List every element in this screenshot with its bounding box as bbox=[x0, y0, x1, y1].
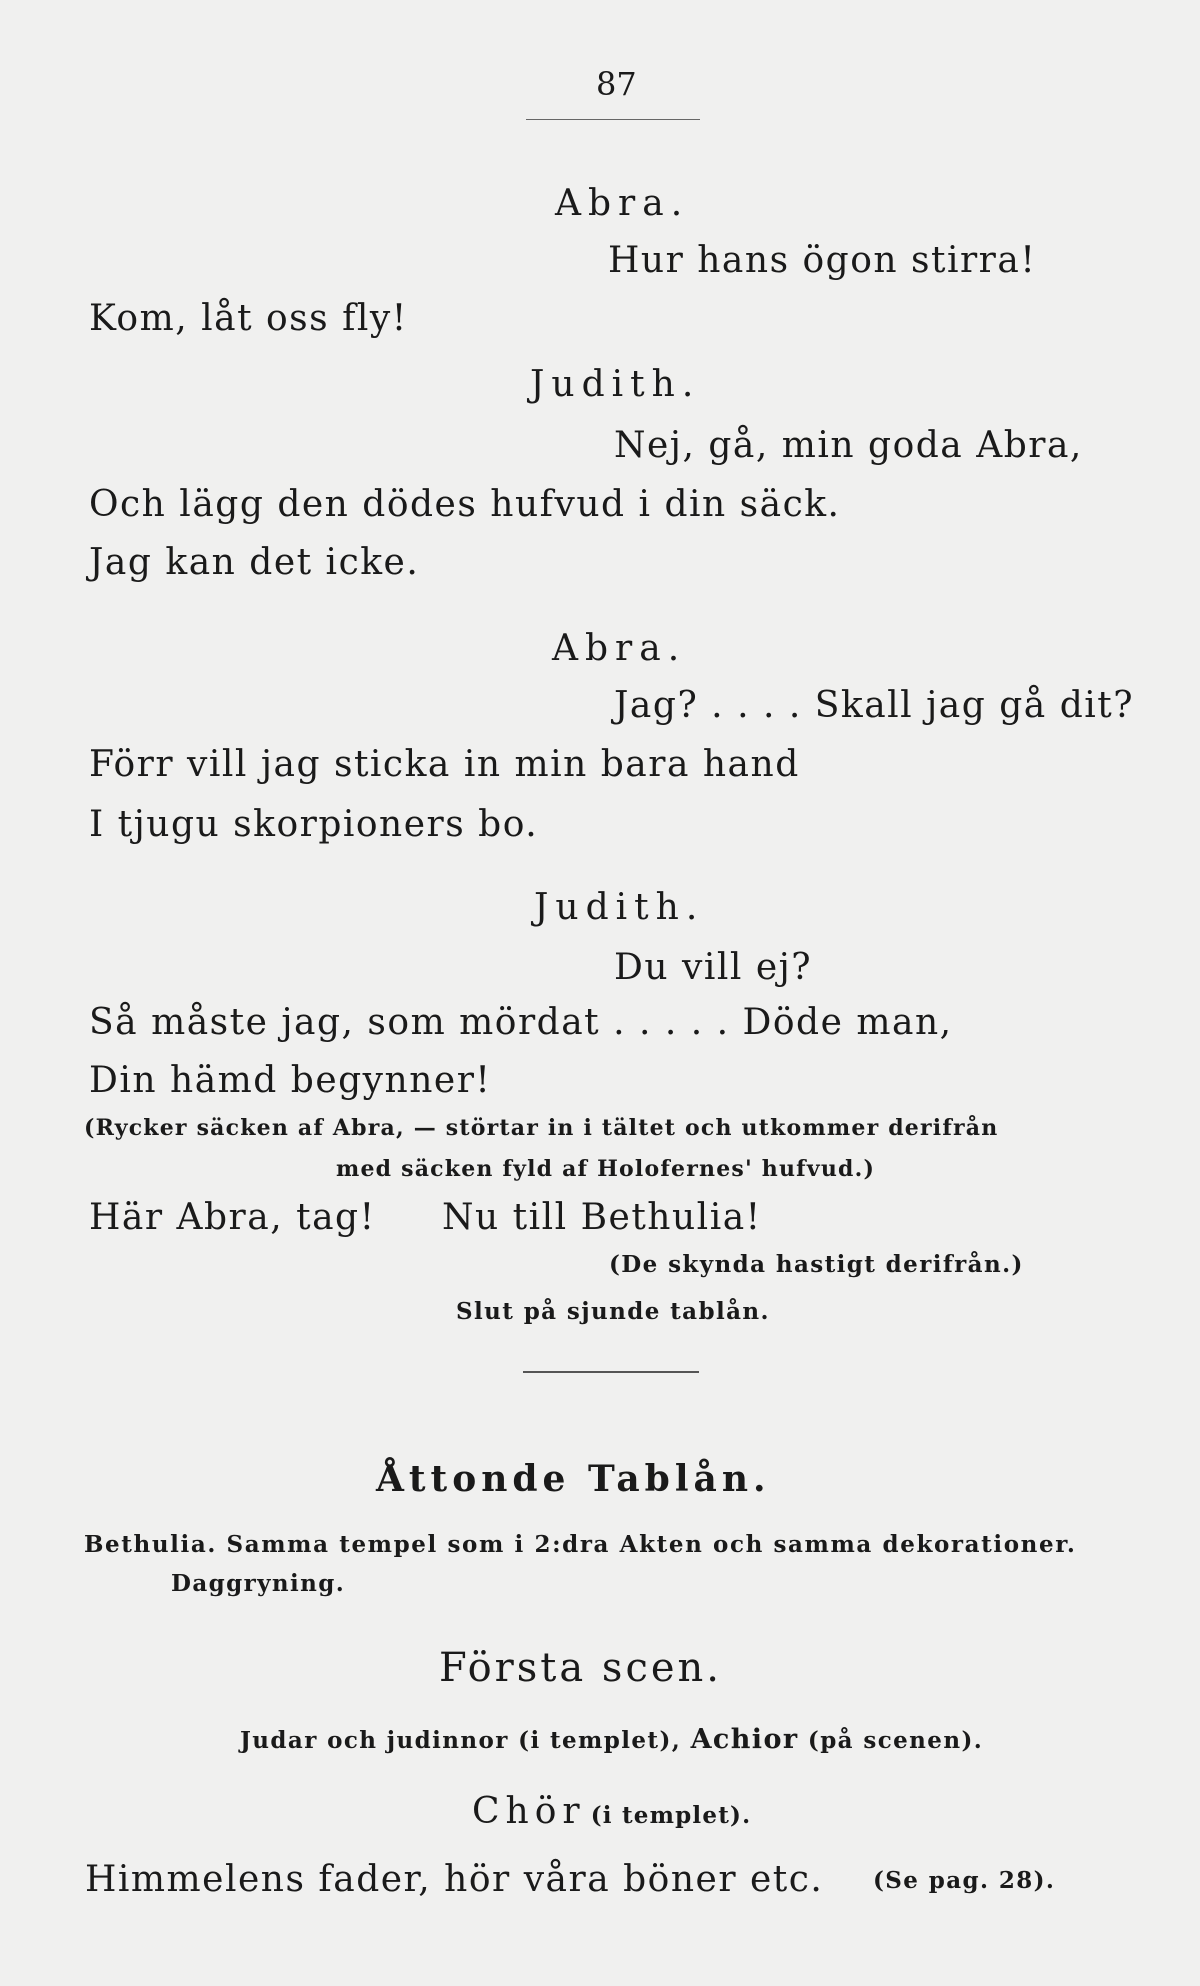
setting-description: Bethulia. Samma tempel som i 2:dra Akten och samma dekorationer. bbox=[84, 1531, 1077, 1558]
end-note: Slut på sjunde tablån. bbox=[456, 1298, 770, 1325]
chorus-note: (i templet). bbox=[590, 1802, 752, 1829]
verse-line: Jag? . . . . Skall jag gå dit? bbox=[614, 685, 1135, 726]
speaker-judith: Judith. bbox=[530, 364, 701, 405]
verse-line: Din hämd begynner! bbox=[89, 1060, 492, 1101]
verse-line: Hur hans ögon stirra! bbox=[608, 240, 1037, 281]
speaker-abra: Abra. bbox=[555, 183, 690, 224]
verse-line: Nu till Bethulia! bbox=[442, 1197, 762, 1238]
verse-line: Så måste jag, som mördat . . . . . Döde man, bbox=[89, 1002, 953, 1043]
verse-line: Jag kan det icke. bbox=[89, 542, 420, 583]
verse-line: Förr vill jag sticka in min bara hand bbox=[89, 744, 800, 785]
scene-persons bbox=[240, 1726, 983, 1753]
page-number: 87 bbox=[596, 65, 637, 103]
header-rule bbox=[526, 119, 700, 120]
speaker-judith: Judith. bbox=[534, 887, 705, 928]
verse-line: I tjugu skorpioners bo. bbox=[89, 804, 539, 845]
chorus-heading bbox=[472, 1791, 752, 1832]
section-divider bbox=[523, 1371, 699, 1373]
stage-direction: med säcken fyld af Holofernes' hufvud.) bbox=[336, 1156, 876, 1182]
scene-persons-text: (på scenen). bbox=[807, 1727, 984, 1754]
stage-direction: (De skynda hastigt derifrån.) bbox=[609, 1251, 1024, 1278]
closing-line: Himmelens fader, hör våra böner etc. bbox=[85, 1859, 824, 1900]
verse-line: Nej, gå, min goda Abra, bbox=[614, 425, 1083, 466]
scene-title: Första scen. bbox=[439, 1645, 723, 1691]
character-name-achior: Achior bbox=[690, 1724, 799, 1755]
setting-description: Daggryning. bbox=[171, 1570, 346, 1597]
verse-line: Kom, låt oss fly! bbox=[89, 298, 408, 339]
tableau-title: Åttonde Tablån. bbox=[376, 1458, 771, 1500]
stage-direction: (Rycker säcken af Abra, — störtar in i tältet och utkommer derifrån bbox=[84, 1115, 999, 1141]
scene-persons-text: Judar och judinnor (i templet), bbox=[240, 1727, 682, 1754]
speaker-abra: Abra. bbox=[552, 628, 687, 669]
verse-line: Du vill ej? bbox=[614, 947, 813, 988]
verse-line: Och lägg den dödes hufvud i din säck. bbox=[89, 484, 841, 525]
page-reference: (Se pag. 28). bbox=[873, 1867, 1056, 1894]
speaker-chorus: Chör bbox=[472, 1791, 586, 1832]
verse-line: Här Abra, tag! bbox=[89, 1197, 376, 1238]
